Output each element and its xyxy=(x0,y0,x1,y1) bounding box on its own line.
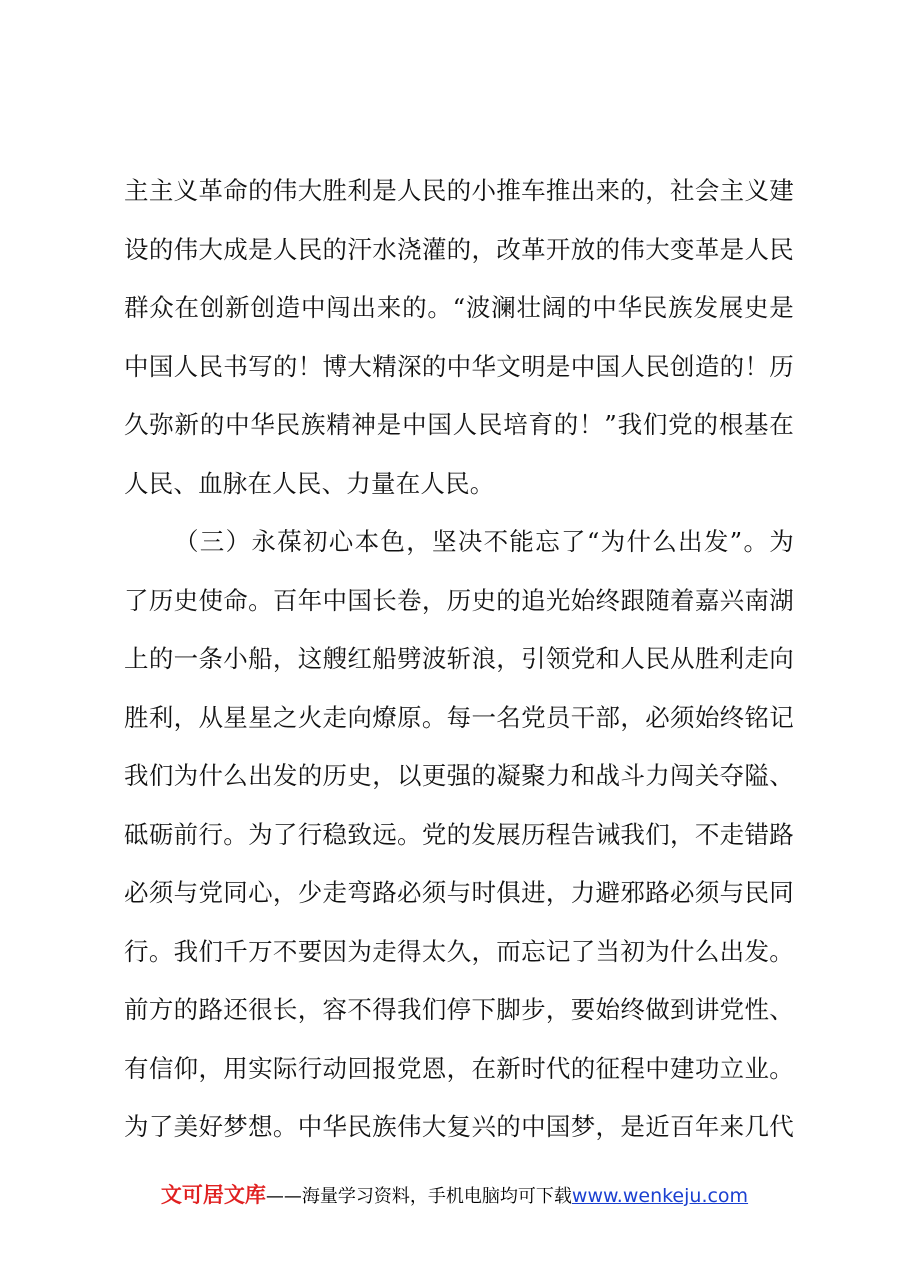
paragraph-1 xyxy=(124,162,794,513)
text-line: 主主义革命的伟大胜利是人民的小推车推出来的，社会主义建 xyxy=(124,176,794,205)
text-line: 人民、血脉在人民、力量在人民。 xyxy=(124,468,495,498)
paragraph-2 xyxy=(124,513,794,1157)
text-line: 中国人民书写的！博大精深的中华文明是中国人民创造的！历 xyxy=(124,351,794,381)
text-line: 砥砺前行。为了行稳致远。党的发展历程告诫我们，不走错路 xyxy=(124,819,794,849)
text-line: 胜利，从星星之火走向燎原。每一名党员干部，必须始终铭记 xyxy=(124,702,794,732)
text-line: 久弥新的中华民族精神是中国人民培育的！”我们党的根基在 xyxy=(124,410,794,439)
document-body xyxy=(124,162,794,1157)
footer-tagline: ——海量学习资料，手机电脑均可下载 xyxy=(265,1186,572,1207)
text-line: 了历史使命。百年中国长卷，历史的追光始终跟随着嘉兴南湖 xyxy=(124,585,794,615)
text-line: （三）永葆初心本色，坚决不能忘了“为什么出发”。为 xyxy=(174,527,794,556)
text-line: 行。我们千万不要因为走得太久，而忘记了当初为什么出发。 xyxy=(124,936,794,966)
text-line: 群众在创新创造中闯出来的。“波澜壮阔的中华民族发展史是 xyxy=(124,293,794,322)
text-line: 前方的路还很长，容不得我们停下脚步，要始终做到讲党性、 xyxy=(124,995,794,1024)
text-line: 必须与党同心，少走弯路必须与时俱进，力避邪路必须与民同 xyxy=(124,878,794,907)
text-line: 我们为什么出发的历史，以更强的凝聚力和战斗力闯关夺隘、 xyxy=(124,761,794,790)
text-line: 上的一条小船，这艘红船劈波斩浪，引领党和人民从胜利走向 xyxy=(124,644,794,673)
text-line: 设的伟大成是人民的汗水浇灌的，改革开放的伟大变革是人民 xyxy=(124,234,794,264)
footer-website-link[interactable]: www.wenkeju.com xyxy=(571,1185,749,1207)
text-line: 为了美好梦想。中华民族伟大复兴的中国梦，是近百年来几代 xyxy=(124,1112,794,1141)
footer-banner xyxy=(0,1180,909,1212)
footer-brand: 文可居文库 xyxy=(160,1183,266,1207)
text-line: 有信仰，用实际行动回报党恩，在新时代的征程中建功立业。 xyxy=(124,1053,794,1083)
